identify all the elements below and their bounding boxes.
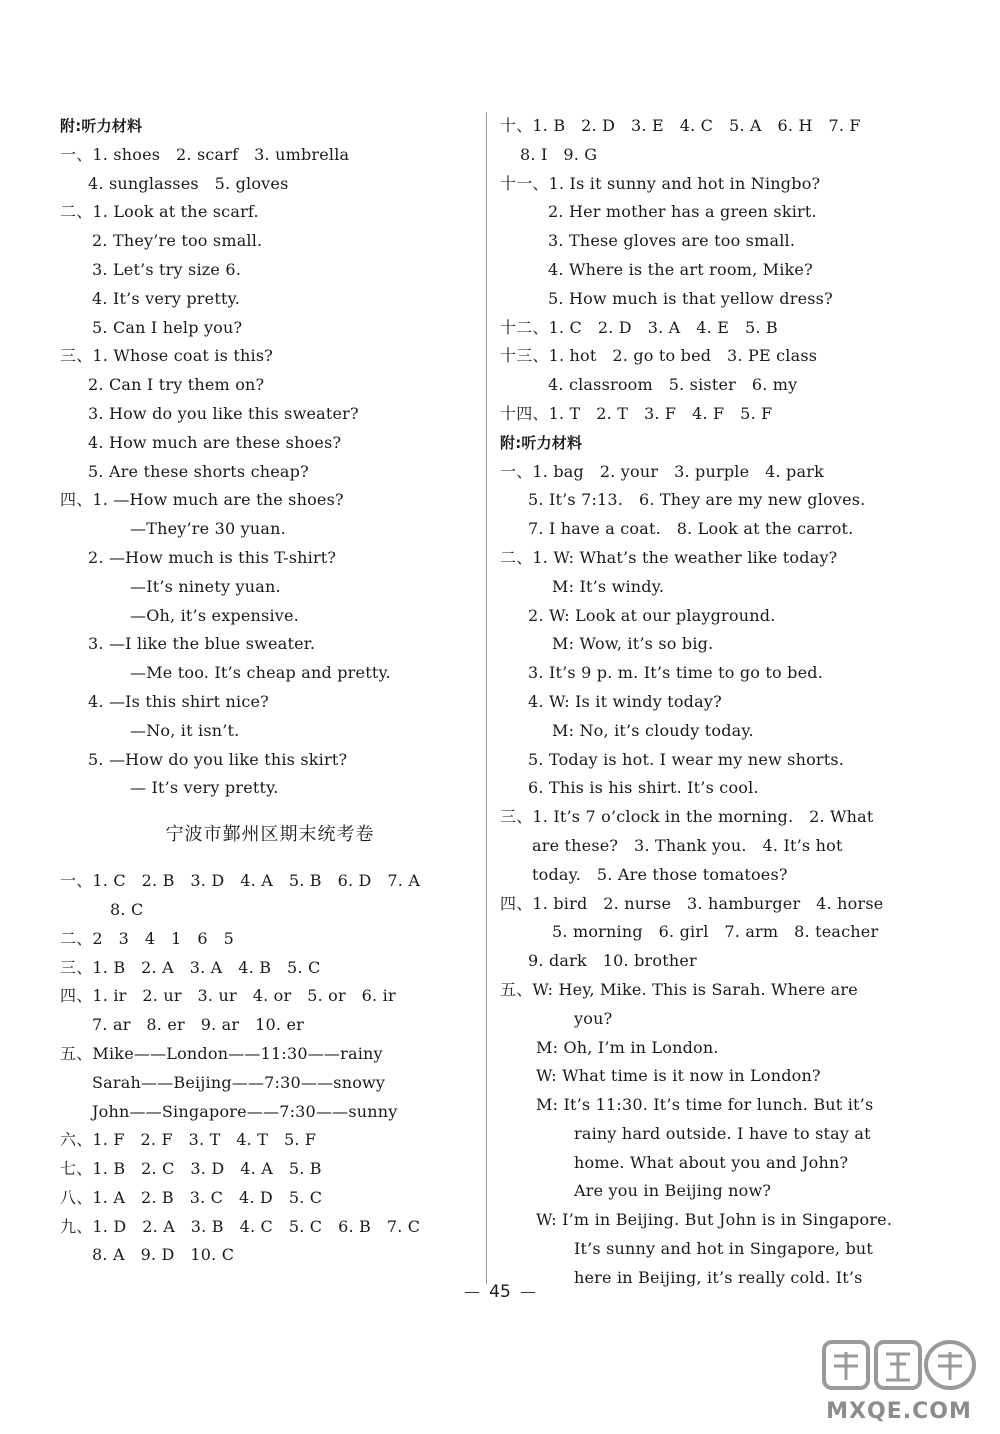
answer-line: 4. How much are these shoes? (88, 432, 342, 452)
answer-line: M: It’s 11:30. It’s time for lunch. But it’s (536, 1095, 874, 1115)
answer-line: 七、1. B 2. C 3. D 4. A 5. B (60, 1159, 322, 1179)
answer-line: 2. Her mother has a green skirt. (548, 202, 817, 222)
column-divider (486, 112, 487, 1284)
watermark (810, 1336, 988, 1426)
answer-line: 4. It’s very pretty. (92, 288, 240, 308)
answer-line: here in Beijing, it’s really cold. It’s (574, 1267, 863, 1287)
section-title: 宁波市鄞州区期末统考卷 (165, 824, 375, 846)
answer-line: W: I’m in Beijing. But John is in Singapore. (536, 1210, 893, 1230)
answer-line: It’s sunny and hot in Singapore, but (574, 1239, 874, 1259)
answer-line: M: No, it’s cloudy today. (552, 720, 754, 740)
answer-line: 3. These gloves are too small. (548, 231, 796, 251)
answer-line: —Oh, it’s expensive. (130, 605, 299, 625)
watermark-logo-icon (820, 1336, 978, 1394)
page-number: 45 (489, 1282, 511, 1302)
answer-line: 8. I 9. G (520, 144, 598, 164)
answer-line: W: What time is it now in London? (536, 1066, 821, 1086)
answer-line: 4. Where is the art room, Mike? (548, 259, 813, 279)
answer-line: 6. This is his shirt. It’s cool. (528, 778, 759, 798)
answer-line: —Me too. It’s cheap and pretty. (130, 663, 391, 683)
answer-line: 四、1. bird 2. nurse 3. hamburger 4. horse (500, 893, 884, 913)
answer-line: rainy hard outside. I have to stay at (574, 1123, 871, 1143)
answer-line: 8. C (110, 899, 144, 919)
answer-line: 三、1. B 2. A 3. A 4. B 5. C (60, 957, 321, 977)
answer-line: 4. W: Is it windy today? (528, 691, 722, 711)
page-footer (0, 1282, 1000, 1302)
answer-line: M: Oh, I’m in London. (536, 1037, 719, 1057)
answer-line: 十、1. B 2. D 3. E 4. C 5. A 6. H 7. F (500, 116, 861, 135)
answer-line: 五、W: Hey, Mike. This is Sarah. Where are (500, 979, 858, 999)
answer-line: 一、1. bag 2. your 3. purple 4. park (500, 461, 824, 481)
answer-line: 2. —How much is this T-shirt? (88, 547, 337, 567)
answer-line: 4. —Is this shirt nice? (88, 691, 269, 711)
answer-line: 二、1. W: What’s the weather like today? (500, 547, 838, 567)
answer-line: 8. A 9. D 10. C (92, 1245, 235, 1265)
answer-line: 2. Can I try them on? (88, 375, 265, 395)
answer-line: 二、2 3 4 1 6 5 (60, 928, 234, 948)
answer-line: 九、1. D 2. A 3. B 4. C 5. C 6. B 7. C (60, 1216, 421, 1236)
answer-line: Are you in Beijing now? (574, 1181, 772, 1201)
answer-line: 5. Are these shorts cheap? (88, 461, 309, 481)
answer-line: 五、Mike——London——11:30——rainy (60, 1043, 383, 1063)
answer-line: M: It’s windy. (552, 576, 665, 596)
answer-line: 5. How much is that yellow dress? (548, 288, 833, 308)
answer-line: Sarah——Beijing——7:30——snowy (92, 1072, 386, 1092)
section-heading: 附:听力材料 (60, 117, 143, 135)
answer-line: today. 5. Are those tomatoes? (532, 864, 788, 884)
answer-line: home. What about you and John? (574, 1152, 849, 1172)
answer-line: —It’s ninety yuan. (130, 576, 281, 596)
answer-line: 一、1. shoes 2. scarf 3. umbrella (60, 144, 350, 164)
answer-line: 3. Let’s try size 6. (92, 259, 242, 279)
answer-line: 十一、1. Is it sunny and hot in Ningbo? (500, 173, 821, 193)
answer-line: 十二、1. C 2. D 3. A 4. E 5. B (500, 317, 778, 337)
answer-line: 5. morning 6. girl 7. arm 8. teacher (552, 922, 879, 942)
left-column (60, 112, 480, 1270)
answer-line: 十四、1. T 2. T 3. F 4. F 5. F (500, 403, 773, 423)
answer-line: 5. Today is hot. I wear my new shorts. (528, 749, 845, 769)
watermark-text: MXQE.COM (826, 1399, 972, 1424)
answer-line: 三、1. Whose coat is this? (60, 346, 274, 366)
answer-line: 2. W: Look at our playground. (528, 605, 776, 625)
answer-line: 一、1. C 2. B 3. D 4. A 5. B 6. D 7. A (60, 871, 421, 891)
answer-line: 5. Can I help you? (92, 317, 243, 337)
answer-line: 9. dark 10. brother (528, 951, 697, 971)
answer-line: 2. They’re too small. (92, 231, 263, 251)
answer-line: 3. It’s 9 p. m. It’s time to go to bed. (528, 663, 824, 683)
answer-line: 3. —I like the blue sweater. (88, 634, 316, 654)
answer-line: 4. sunglasses 5. gloves (88, 173, 289, 193)
footer-dash-left (465, 1292, 479, 1293)
answer-line: 7. I have a coat. 8. Look at the carrot. (528, 519, 854, 539)
answer-line: — It’s very pretty. (130, 778, 279, 798)
answer-line: 三、1. It’s 7 o’clock in the morning. 2. What (500, 807, 874, 827)
answer-line: 5. —How do you like this skirt? (88, 749, 348, 769)
footer-dash-right (521, 1292, 535, 1293)
answer-line: 5. It’s 7:13. 6. They are my new gloves. (528, 490, 866, 510)
answer-line: M: Wow, it’s so big. (552, 634, 714, 654)
section-heading: 附:听力材料 (500, 433, 583, 452)
answer-line: 六、1. F 2. F 3. T 4. T 5. F (60, 1130, 317, 1150)
answer-line: 3. How do you like this sweater? (88, 403, 359, 423)
right-column (500, 112, 920, 1293)
answer-line: 十三、1. hot 2. go to bed 3. PE class (500, 346, 818, 366)
answer-line: —They’re 30 yuan. (130, 519, 286, 539)
answer-line: you? (574, 1008, 613, 1028)
answer-line: 4. classroom 5. sister 6. my (548, 375, 798, 395)
answer-line: are these? 3. Thank you. 4. It’s hot (532, 835, 843, 855)
answer-line: 二、1. Look at the scarf. (60, 202, 259, 222)
answer-line: 四、1. —How much are the shoes? (60, 490, 344, 510)
answer-line: John——Singapore——7:30——sunny (92, 1101, 398, 1121)
answer-line: 四、1. ir 2. ur 3. ur 4. or 5. or 6. ir (60, 986, 396, 1006)
answer-line: —No, it isn’t. (130, 720, 240, 740)
answer-line: 八、1. A 2. B 3. C 4. D 5. C (60, 1187, 323, 1207)
answer-line: 7. ar 8. er 9. ar 10. er (92, 1015, 304, 1035)
